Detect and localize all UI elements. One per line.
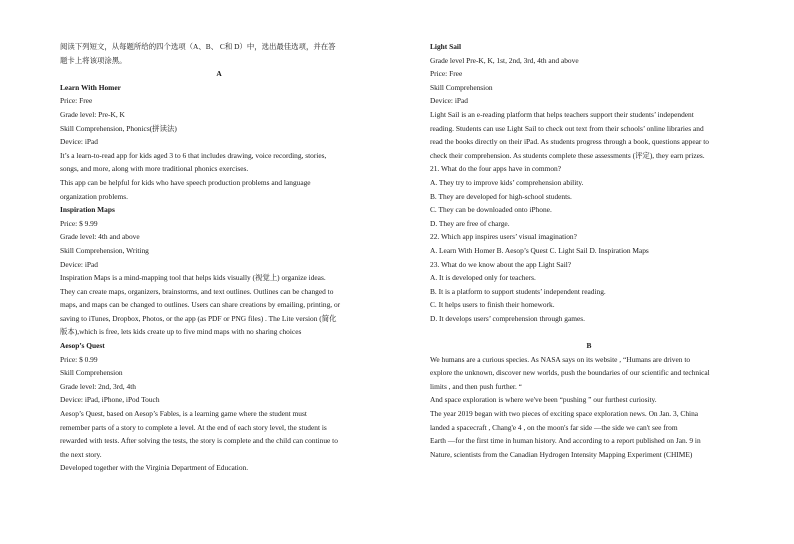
- text-line: Skill Comprehension: [430, 82, 493, 92]
- text-line: Grade level: Pre-K, K: [60, 109, 125, 119]
- text-line: A. They try to improve kids’ comprehension ability.: [430, 177, 584, 187]
- text-line: Device: iPad: [60, 259, 98, 269]
- text-line: organization problems.: [60, 191, 129, 201]
- text-line: We humans are a curious species. As NASA says on its website , “Humans are driven to: [430, 354, 691, 364]
- text-line: reading. Students can use Light Sail to check out text from their schools’ online libraries and: [430, 123, 704, 133]
- text-line: Aesop’s Quest, based on Aesop’s Fables, is a learning game where the student must: [60, 409, 307, 419]
- text-line: Inspiration Maps is a mind-mapping tool that helps kids visually (视觉上) organize ideas.: [60, 273, 326, 283]
- text-line: Grade level: 2nd, 3rd, 4th: [60, 381, 136, 391]
- text-line: landed a spacecraft , Chang'e 4 , on the moon's far side —the side we can't see from: [430, 422, 678, 432]
- right-column: [430, 40, 748, 461]
- text-line: songs, and more, along with more traditional phonics exercises.: [60, 164, 249, 174]
- text-line: 22. Which app inspires users’ visual imagination?: [430, 232, 577, 242]
- text-line: 阅读下列短文，从每题所给的四个选项（A、B、 C和 D）中，选出最佳选项，并在答: [60, 42, 336, 51]
- text-line: Price: $ 9.99: [60, 218, 98, 228]
- text-line: Skill Comprehension, Writing: [60, 245, 149, 255]
- text-line: D. It develops users’ comprehension through games.: [430, 313, 586, 323]
- text-line: Developed together with the Virginia Department of Education.: [60, 463, 249, 473]
- text-line: The year 2019 began with two pieces of exciting space exploration news. On Jan. 3, China: [430, 409, 699, 419]
- text-line: 版本),which is free, lets kids create up to five mind maps with no sharing choices: [60, 327, 302, 337]
- text-line: limits , and then push further. “: [430, 381, 522, 391]
- text-line: Device: iPad: [430, 96, 468, 106]
- text-line: [430, 325, 748, 339]
- app-title: Learn With Homer: [60, 82, 121, 92]
- app-title: Aesop’s Quest: [60, 341, 105, 351]
- text-line: B. They are developed for high-school students.: [430, 191, 572, 201]
- text-line: 题卡上将该项涂黑。: [60, 55, 127, 65]
- text-line: explore the unknown, discover new worlds, push the boundaries of our scientific and technical: [430, 368, 710, 378]
- left-column: [60, 40, 378, 475]
- text-line: This app can be helpful for kids who have speech production problems and language: [60, 177, 311, 187]
- text-line: remember parts of a story to complete a level. At the end of each story level, the student is: [60, 422, 327, 432]
- text-line: Grade level: 4th and above: [60, 232, 140, 242]
- section-heading: B: [586, 341, 592, 351]
- text-line: A. Learn With Homer B. Aesop’s Quest C. Light Sail D. Inspiration Maps: [430, 245, 649, 255]
- app-title: Inspiration Maps: [60, 205, 115, 215]
- text-line: B. It is a platform to support students’ independent reading.: [430, 286, 606, 296]
- text-line: 23. What do we know about the app Light Sail?: [430, 259, 572, 269]
- text-line: read the books directly on their iPad. As students progress through a book, questions appear to: [430, 137, 709, 147]
- text-line: They can create maps, organizers, brainstorms, and text outlines. Outlines can be changed to: [60, 286, 334, 296]
- text-line: 21. What do the four apps have in common?: [430, 164, 562, 174]
- text-line: Device: iPad: [60, 137, 98, 147]
- text-line: rewarded with tests. After solving the tests, the story is complete and the child can continue to: [60, 436, 338, 446]
- text-line: Price: $ 0.99: [60, 354, 98, 364]
- text-line: Grade level Pre-K, K, 1st, 2nd, 3rd, 4th and above: [430, 55, 579, 65]
- text-line: saving to iTunes, Dropbox, Photos, or the app (as PDF or PNG files) . The Lite version (简化: [60, 313, 337, 323]
- section-heading: A: [216, 69, 222, 79]
- text-line: Earth —for the first time in human history. And according to a report published on Jan. 9 in: [430, 436, 701, 446]
- text-line: D. They are free of charge.: [430, 218, 510, 228]
- text-line: Price: Free: [60, 96, 93, 106]
- text-line: the next story.: [60, 449, 102, 459]
- text-line: A. It is developed only for teachers.: [430, 273, 536, 283]
- text-line: Skill Comprehension: [60, 368, 123, 378]
- text-line: Price: Free: [430, 69, 463, 79]
- text-line: And space exploration is where we've been “pushing ” our furthest curiosity.: [430, 395, 657, 405]
- text-line: Device: iPad, iPhone, iPod Touch: [60, 395, 160, 405]
- text-line: Light Sail is an e-reading platform that helps teachers support their students’ independent: [430, 109, 694, 119]
- text-line: check their comprehension. As students complete these assessments (评定), they earn prizes.: [430, 150, 705, 160]
- text-line: Nature, scientists from the Canadian Hydrogen Intensity Mapping Experiment (CHIME): [430, 449, 693, 459]
- app-title: Light Sail: [430, 42, 462, 51]
- text-line: C. They can be downloaded onto iPhone.: [430, 205, 552, 215]
- text-line: C. It helps users to finish their homework.: [430, 300, 555, 310]
- text-line: maps, and maps can be changed to outlines. Users can share creations by emailing, printing, or: [60, 300, 341, 310]
- text-line: Skill Comprehension, Phonics(拼读法): [60, 123, 177, 133]
- text-line: It’s a learn-to-read app for kids aged 3 to 6 that includes drawing, voice recording, stories,: [60, 150, 327, 160]
